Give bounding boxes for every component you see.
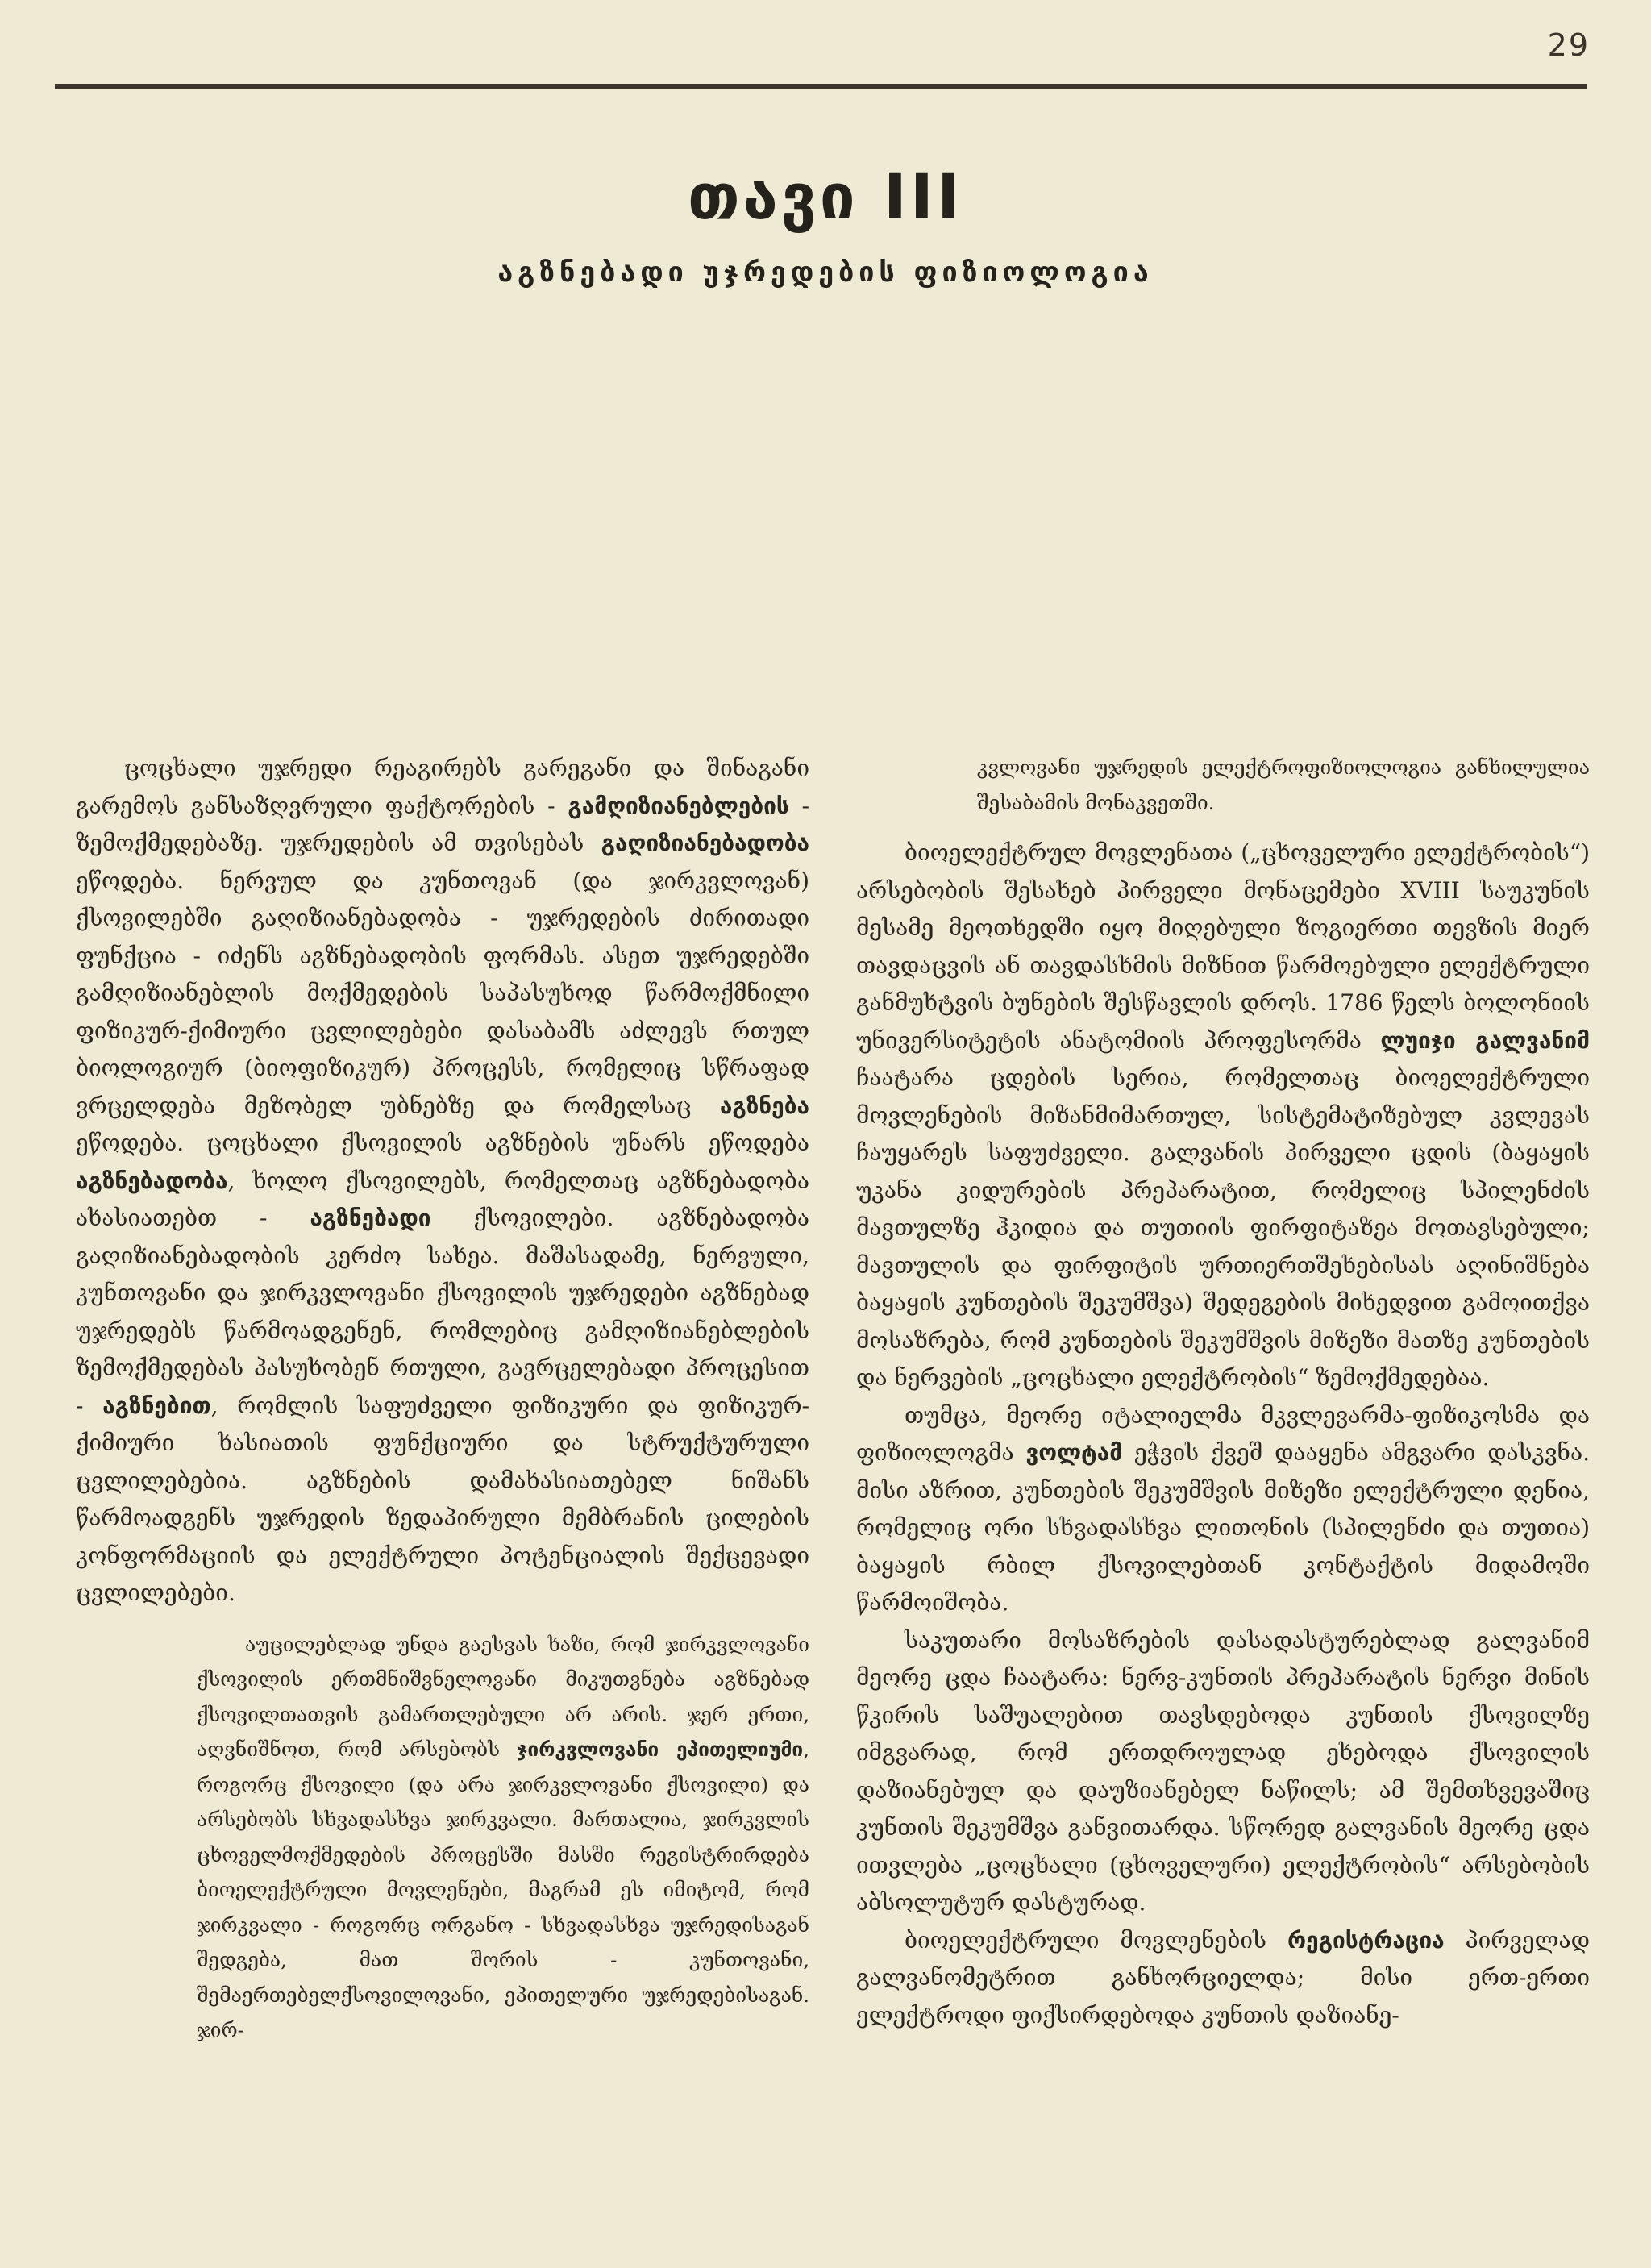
header-rule xyxy=(55,84,1587,89)
galvani-paragraph: ბიოელექტრულ მოვლენათა („ცხოველური ელექტრობის“) არსებობის შესახებ პირველი მონაცემები XVIII საუკუნის მესამე მეოთხედში იყო მიღებული ზოგიერთი თევზის მიერ თავდაცვის ან თავდასხმის მიზნით წარმოებული ელექტრული განმუხტვის ბუნების შესწავლის დროს. 1786 წელს ბოლონიის უნივერსიტეტის ანატომიის პროფესორმა ლუიჯი გალვანიმ ჩაატარა ცდების სერია, რომელთაც ბიოელექტრული მოვლენების მიზანმიმართულ, სისტემატიზებულ კვლევას ჩაუყარეს საფუძველი. გალვანის პირველი ცდის (ბაყაყის უკანა კიდურების პრეპარატით, რომელიც სპილენძის მავთულზე ჰკიდია და თუთიის ფირფიტაზეა მოთავსებული; მავთულის და ფირფიტის ურთიერთშეხებისას აღინიშნება ბაყაყის კუნთების შეკუმშვა) შედეგების მიხედვით გამოითქვა მოსაზრება, რომ კუნთების შეკუმშვის მიზეზი მათზე კუნთების და ნერვების „ცოცხალი ელექტრობის“ ზემოქმედებაა. xyxy=(856,839,1590,1391)
page-number: 29 xyxy=(1547,27,1590,63)
left-column xyxy=(76,750,809,2048)
term-excitability: აგზნებადობა xyxy=(76,1167,228,1194)
intro-paragraph: ცოცხალი უჯრედი რეაგირებს გარეგანი და შინაგანი გარემოს განსაზღვრული ფაქტორების - გამღიზიანებლების - ზემოქმედებაზე. უჯრედების ამ თვისებას გაღიზიანებადობა ეწოდება. ნერვულ და კუნთოვან (და ჯირკვლოვან) ქსოვილებში გაღიზიანებადობა - უჯრედების ძირითადი ფუნქცია - იძენს აგზნებადობის ფორმას. ასეთ უჯრედებში გამღიზიანებლის მოქმედების საპასუხოდ წარმოქმნილი ფიზიკურ-ქიმიური ცვლილებები დასაბამს აძლევს რთულ ბიოლოგიურ (ბიოფიზიკურ) პროცესს, რომელიც სწრაფად ვრცელდება მეზობელ უბნებზე და რომელსაც აგზნება ეწოდება. ცოცხალი ქსოვილის აგზნების უნარს ეწოდება აგზნებადობა, ხოლო ქსოვილებს, რომელთაც აგზნებადობა ახასიათებთ - აგზნებადი ქსოვილები. აგზნებადობა გაღიზიანებადობის კერძო სახეა. მაშასადამე, ნერვული, კუნთოვანი და ჯირკვლოვანი ქსოვილის უჯრედები აგზნებად უჯრედებს წარმოადგენენ, რომლებიც გამღიზიანებლების ზემოქმედებას პასუხობენ რთული, გავრცელებადი პროცესით - აგზნებით, რომლის საფუძველი ფიზიკური და ფიზიკურ-ქიმიური ხასიათის ფუნქციური და სტრუქტურული ცვლილებებია. აგზნების დამახასიათებელ ნიშანს წარმოადგენს უჯრედის ზედაპირული მემბრანის ცილების კონფორმაციის და ელექტრული პოტენციალის შექცევადი ცვლილებები. xyxy=(76,755,809,1606)
chapter-subtitle: აგზნებადი უჯრედების ფიზიოლოგია xyxy=(497,256,1154,289)
term-glandular-epithelium: ჯირკვლოვანი ეპითელიუმი xyxy=(517,1737,804,1761)
term-irritability: გაღიზიანებადობა xyxy=(601,830,809,856)
glandular-note-continued: კვლოვანი უჯრედის ელექტროფიზიოლოგია განხილულია შესაბამის მონაკვეთში. xyxy=(977,755,1590,814)
term-stimuli: გამღიზიანებლების xyxy=(568,792,789,819)
term-by-excitation: აგზნებით xyxy=(102,1392,211,1419)
term-registration: რეგისტრაცია xyxy=(1287,1926,1445,1954)
term-excitable: აგზნებადი xyxy=(310,1205,431,1231)
registration-paragraph: ბიოელექტრული მოვლენების რეგისტრაცია პირველად გალვანომეტრით განხორციელდა; მისი ერთ-ერთი ელექტროდი ფიქსირდებოდა კუნთის დაზიანე- xyxy=(856,1926,1590,2029)
second-experiment-paragraph: საკუთარი მოსაზრების დასადასტურებლად გალვანიმ მეორე ცდა ჩაატარა: ნერვ-კუნთის პრეპარატის ნერვი მინის წკირის საშუალებით თავსდებოდა კუნთის ქსოვილზე იმგვარად, რომ ერთდროულად ეხებოდა ქსოვილის დაზიანებულ და დაუზიანებელ ნაწილს; ამ შემთხვევაშიც კუნთის შეკუმშვა განვითარდა. სწორედ გალვანის მეორე ცდა ითვლება „ცოცხალი (ცხოველური) ელექტრობის“ არსებობის აბსოლუტურ დასტურად. xyxy=(856,1626,1590,1916)
term-volta: ვოლტამ xyxy=(1025,1439,1123,1466)
term-excitation: აგზნება xyxy=(719,1092,809,1119)
right-column xyxy=(856,750,1590,2034)
glandular-note: აუცილებლად უნდა გაესვას ხაზი, რომ ჯირკვლოვანი ქსოვილის ერთმნიშვნელოვანი მიკუთვნება აგზნებად ქსოვილთათვის გამართლებული არ არის. ჯერ ერთი, აღვნიშნოთ, რომ არსებობს ჯირკვლოვანი ეპითელიუმი, როგორც ქსოვილი (და არა ჯირკვლოვანი ქსოვილი) და არსებობს სხვადასხვა ჯირკვალი. მართალია, ჯირკვლის ცხოველმოქმედების პროცესში მასში რეგისტრირდება ბიოელექტრული მოვლენები, მაგრამ ეს იმიტომ, რომ ჯირკვალი - როგორც ორგანო - სხვადასხვა უჯრედისაგან შედგება, მათ შორის - კუნთოვანი, შემაერთებელქსოვილოვანი, ეპითელური უჯრედებისაგან. ჯირ- xyxy=(197,1632,809,2041)
term-luigi-galvani: ლუიჯი გალვანიმ xyxy=(1380,1026,1590,1054)
chapter-title: თავი III xyxy=(688,161,963,234)
volta-paragraph: თუმცა, მეორე იტალიელმა მკვლევარმა-ფიზიკოსმა და ფიზიოლოგმა ვოლტამ ეჭვის ქვეშ დააყენა ამგვარი დასკვნა. მისი აზრით, კუნთების შეკუმშვის მიზეზი ელექტრული დენია, რომელიც ორი სხვადასხვა ლითონის (სპილენძი და თუთია) ბაყაყის რბილ ქსოვილებთან კონტაქტის მიდამოში წარმოიშობა. xyxy=(856,1401,1590,1616)
